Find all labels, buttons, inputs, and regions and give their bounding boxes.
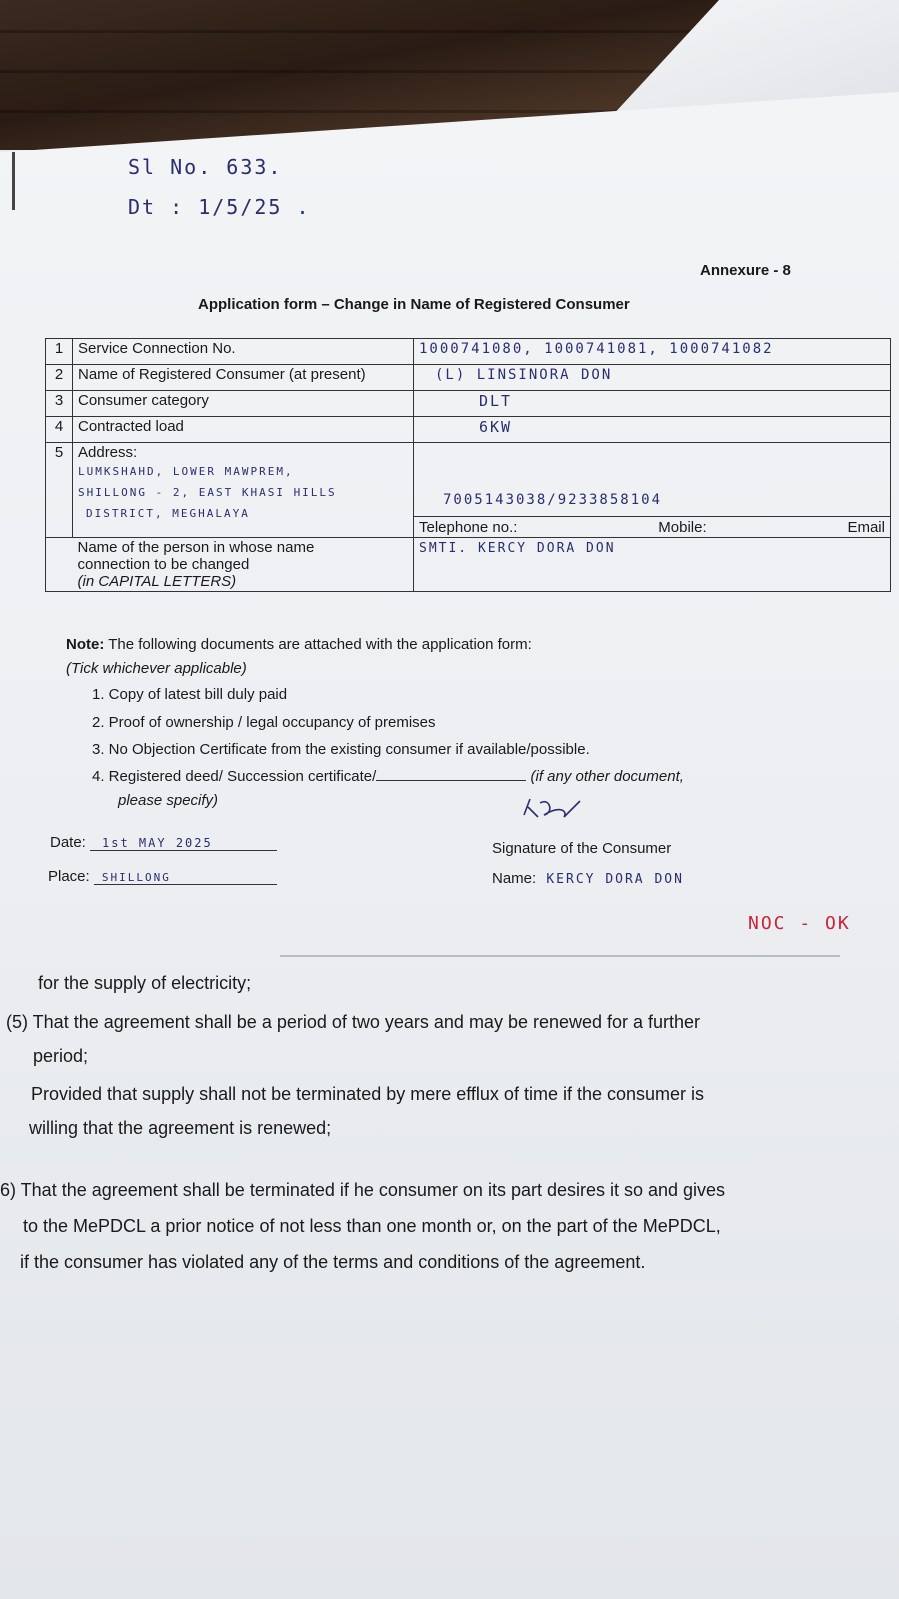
- document-item-4-line: [92, 768, 684, 785]
- document-item-4: 4. Registered deed/ Succession certificate/: [92, 768, 377, 785]
- table-row: [46, 365, 891, 391]
- registered-consumer-value: (L) LINSINORA DON: [435, 367, 613, 383]
- table-row: [46, 538, 891, 592]
- new-name-label-line-2: connection to be changed: [77, 556, 250, 573]
- underlying-line-6: 6) That the agreement shall be terminated if he consumer on its part desires it so and gives: [0, 1180, 726, 1200]
- address-line-2: SHILLONG - 2, EAST KHASI HILLS: [78, 486, 337, 499]
- row-number: 1: [46, 339, 73, 365]
- place-label: Place:: [48, 868, 90, 885]
- underlying-line-1: for the supply of electricity;: [38, 973, 252, 993]
- consumer-category-value: DLT: [479, 392, 513, 410]
- underlying-line-5: willing that the agreement is renewed;: [29, 1118, 332, 1138]
- note-lead: Note:: [66, 636, 105, 653]
- place-value: SHILLONG: [94, 871, 277, 885]
- address-line-1: LUMKSHAHD, LOWER MAWPREM,: [78, 465, 294, 478]
- name-row: [492, 870, 684, 887]
- contracted-load-value: 6KW: [479, 418, 513, 436]
- document-item-2: 2. Proof of ownership / legal occupancy of premises: [92, 714, 436, 731]
- contact-cell: [414, 443, 891, 538]
- document-item-4-tail: (if any other document,: [530, 768, 684, 785]
- note-line: [66, 636, 532, 653]
- phone-numbers-value: 7005143038/9233858104: [443, 492, 663, 508]
- note-text: The following documents are attached with the application form:: [108, 636, 532, 653]
- date-value: 1st MAY 2025: [90, 836, 277, 851]
- row-number: 3: [46, 391, 73, 417]
- document-item-1: 1. Copy of latest bill duly paid: [92, 686, 288, 703]
- new-name-label-cell: [73, 538, 414, 592]
- name-label: Name:: [492, 870, 537, 887]
- noc-ok-mark: NOC - OK: [748, 913, 851, 934]
- field-label: Contracted load: [73, 417, 414, 443]
- form-title: Application form – Change in Name of Registered Consumer: [198, 296, 630, 313]
- table-row: [46, 417, 891, 443]
- underlying-line-2: (5) That the agreement shall be a period of two years and may be renewed for a further: [6, 1012, 701, 1032]
- name-value: KERCY DORA DON: [546, 872, 684, 887]
- mobile-label: Mobile:: [658, 519, 707, 536]
- address-line-3: DISTRICT, MEGHALAYA: [86, 507, 250, 520]
- field-label: Name of Registered Consumer (at present): [73, 365, 414, 391]
- note-sub: (Tick whichever applicable): [66, 660, 247, 677]
- table-row: [46, 443, 891, 538]
- field-label: Consumer category: [73, 391, 414, 417]
- service-connection-value: 1000741080, 1000741081, 1000741082: [419, 341, 774, 357]
- new-name-label-line-1: Name of the person in whose name: [77, 539, 315, 556]
- email-label: Email: [847, 519, 885, 536]
- row-number: 5: [46, 443, 73, 538]
- underlying-line-8: if the consumer has violated any of the terms and conditions of the agreement.: [20, 1252, 646, 1272]
- new-name-value: SMTI. KERCY DORA DON: [419, 541, 616, 556]
- new-name-cell: [414, 538, 891, 592]
- document-item-3: 3. No Objection Certificate from the existing consumer if available/possible.: [92, 741, 590, 758]
- consumer-signature: [520, 795, 590, 823]
- date-handwritten: Dt : 1/5/25 .: [128, 195, 311, 219]
- field-label: Service Connection No.: [73, 339, 414, 365]
- new-name-label-line-3: (in CAPITAL LETTERS): [77, 573, 237, 590]
- annexure-label: Annexure - 8: [700, 262, 791, 279]
- table-row: [46, 339, 891, 365]
- underlying-line-7: to the MePDCL a prior notice of not less than one month or, on the part of the MePDCL,: [23, 1216, 721, 1236]
- address-cell: [73, 443, 414, 538]
- serial-number-handwritten: Sl No. 633.: [128, 155, 283, 179]
- table-row: [46, 391, 891, 417]
- application-form-table: [45, 338, 891, 592]
- underlying-line-4: Provided that supply shall not be terminated by mere efflux of time if the consumer is: [31, 1084, 705, 1104]
- page-fold-edge: [280, 955, 840, 957]
- margin-mark: [12, 152, 15, 210]
- signature-label: Signature of the Consumer: [492, 840, 672, 857]
- field-label: Address:: [78, 444, 138, 461]
- telephone-label: Telephone no.:: [419, 519, 518, 536]
- date-row: [50, 834, 277, 851]
- row-number: 2: [46, 365, 73, 391]
- underlying-line-3: period;: [33, 1046, 89, 1066]
- date-label: Date:: [50, 834, 86, 851]
- row-number: 4: [46, 417, 73, 443]
- place-row: [48, 868, 277, 885]
- document-item-4-cont: please specify): [118, 792, 219, 809]
